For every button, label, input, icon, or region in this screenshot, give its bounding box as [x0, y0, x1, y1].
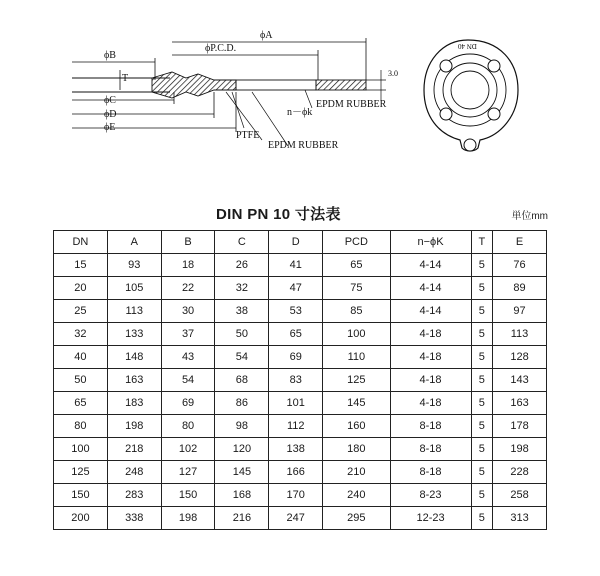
table-cell: 53	[269, 300, 323, 323]
table-cell: 5	[471, 392, 493, 415]
table-cell: 18	[161, 254, 215, 277]
table-cell: 32	[215, 277, 269, 300]
table-cell: 198	[161, 507, 215, 530]
table-cell: 4-18	[390, 392, 471, 415]
table-cell: 80	[54, 415, 108, 438]
table-row	[54, 392, 547, 415]
table-row	[54, 484, 547, 507]
table-cell: 112	[269, 415, 323, 438]
table-cell: 125	[323, 369, 390, 392]
table-cell: 100	[323, 323, 390, 346]
table-cell: 240	[323, 484, 390, 507]
table-cell: 5	[471, 346, 493, 369]
table-cell: 5	[471, 323, 493, 346]
table-row	[54, 415, 547, 438]
table-cell: 54	[161, 369, 215, 392]
table-cell: 8-23	[390, 484, 471, 507]
table-cell: 198	[107, 415, 161, 438]
table-cell: 4-14	[390, 300, 471, 323]
table-cell: 5	[471, 300, 493, 323]
col-header-d: D	[269, 231, 323, 254]
dim-t-label: T	[122, 73, 129, 84]
col-header-e: E	[493, 231, 547, 254]
table-cell: 100	[54, 438, 108, 461]
table-cell: 75	[323, 277, 390, 300]
col-header-dn: DN	[54, 231, 108, 254]
table-cell: 160	[323, 415, 390, 438]
unit-label: 単位mm	[511, 211, 548, 222]
table-cell: 65	[269, 323, 323, 346]
table-cell: 4-14	[390, 277, 471, 300]
table-cell: 50	[215, 323, 269, 346]
table-cell: 4-14	[390, 254, 471, 277]
table-cell: 128	[493, 346, 547, 369]
table-cell: 5	[471, 484, 493, 507]
table-cell: 83	[269, 369, 323, 392]
table-cell: 218	[107, 438, 161, 461]
epdm-rubber-outer-label: EPDM RUBBER	[316, 99, 387, 110]
table-cell: 295	[323, 507, 390, 530]
table-cell: 4-18	[390, 346, 471, 369]
table-cell: 5	[471, 415, 493, 438]
table-cell: 163	[107, 369, 161, 392]
front-view	[424, 40, 518, 151]
table-cell: 113	[493, 323, 547, 346]
col-header-a: A	[107, 231, 161, 254]
table-cell: 170	[269, 484, 323, 507]
table-cell: 30	[161, 300, 215, 323]
table-cell: 5	[471, 369, 493, 392]
table-cell: 8-18	[390, 438, 471, 461]
col-header-c: C	[215, 231, 269, 254]
front-view-dn-label: DN 40	[458, 42, 477, 50]
technical-drawing	[0, 0, 600, 190]
table-cell: 5	[471, 254, 493, 277]
table-cell: 76	[493, 254, 547, 277]
table-cell: 4-18	[390, 369, 471, 392]
table-cell: 163	[493, 392, 547, 415]
dim-a-label: ϕA	[260, 30, 273, 41]
table-cell: 120	[215, 438, 269, 461]
table-cell: 65	[323, 254, 390, 277]
table-cell: 210	[323, 461, 390, 484]
table-cell: 50	[54, 369, 108, 392]
table-row	[54, 461, 547, 484]
table-cell: 93	[107, 254, 161, 277]
col-header-nk: n−ϕK	[390, 231, 471, 254]
table-cell: 113	[107, 300, 161, 323]
table-cell: 166	[269, 461, 323, 484]
table-cell: 8-18	[390, 415, 471, 438]
table-cell: 69	[269, 346, 323, 369]
table-cell: 313	[493, 507, 547, 530]
table-cell: 5	[471, 461, 493, 484]
table-cell: 97	[493, 300, 547, 323]
table-cell: 47	[269, 277, 323, 300]
table-cell: 150	[161, 484, 215, 507]
table-cell: 41	[269, 254, 323, 277]
table-row	[54, 507, 547, 530]
table-row	[54, 369, 547, 392]
table-cell: 85	[323, 300, 390, 323]
section-drawing	[0, 0, 600, 190]
table-cell: 133	[107, 323, 161, 346]
table-cell: 110	[323, 346, 390, 369]
table-title-row	[0, 203, 600, 225]
table-body	[54, 254, 547, 530]
table-cell: 86	[215, 392, 269, 415]
table-cell: 89	[493, 277, 547, 300]
table-cell: 125	[54, 461, 108, 484]
table-cell: 80	[161, 415, 215, 438]
nk-label: n－ϕk	[287, 107, 313, 118]
table-cell: 68	[215, 369, 269, 392]
table-cell: 38	[215, 300, 269, 323]
table-cell: 248	[107, 461, 161, 484]
ptfe-label: PTFE	[236, 130, 260, 141]
table-cell: 8-18	[390, 461, 471, 484]
table-cell: 101	[269, 392, 323, 415]
table-cell: 145	[215, 461, 269, 484]
table-cell: 5	[471, 277, 493, 300]
table-cell: 180	[323, 438, 390, 461]
table-cell: 15	[54, 254, 108, 277]
table-cell: 198	[493, 438, 547, 461]
col-header-t: T	[471, 231, 493, 254]
table-cell: 69	[161, 392, 215, 415]
table-cell: 258	[493, 484, 547, 507]
table-cell: 127	[161, 461, 215, 484]
table-cell: 145	[323, 392, 390, 415]
dim-e-label: ϕE	[104, 122, 116, 133]
table-cell: 12-23	[390, 507, 471, 530]
table-cell: 43	[161, 346, 215, 369]
table-cell: 20	[54, 277, 108, 300]
table-cell: 54	[215, 346, 269, 369]
table-cell: 283	[107, 484, 161, 507]
table-cell: 338	[107, 507, 161, 530]
table-cell: 183	[107, 392, 161, 415]
table-header-row	[54, 231, 547, 254]
table-cell: 40	[54, 346, 108, 369]
table-cell: 26	[215, 254, 269, 277]
table-row	[54, 438, 547, 461]
table-cell: 216	[215, 507, 269, 530]
table-row	[54, 277, 547, 300]
table-row	[54, 300, 547, 323]
table-cell: 102	[161, 438, 215, 461]
table-cell: 98	[215, 415, 269, 438]
table-cell: 65	[54, 392, 108, 415]
table-cell: 4-18	[390, 323, 471, 346]
table-row	[54, 323, 547, 346]
table-title: DIN PN 10 寸法表	[216, 206, 341, 223]
table-row	[54, 346, 547, 369]
table-cell: 37	[161, 323, 215, 346]
dim-d-label: ϕD	[104, 109, 117, 120]
dim-pcd-label: ϕP.C.D.	[205, 43, 237, 54]
table-cell: 168	[215, 484, 269, 507]
table-cell: 247	[269, 507, 323, 530]
table-cell: 22	[161, 277, 215, 300]
dim-c-label: ϕC	[104, 95, 116, 106]
col-header-pcd: PCD	[323, 231, 390, 254]
epdm-rubber-inner-label: EPDM RUBBER	[268, 140, 339, 151]
table-row	[54, 254, 547, 277]
table-cell: 148	[107, 346, 161, 369]
table-cell: 178	[493, 415, 547, 438]
table-cell: 5	[471, 438, 493, 461]
table-cell: 5	[471, 507, 493, 530]
table-cell: 138	[269, 438, 323, 461]
col-header-b: B	[161, 231, 215, 254]
table-cell: 105	[107, 277, 161, 300]
table-cell: 32	[54, 323, 108, 346]
table-cell: 228	[493, 461, 547, 484]
table-cell: 25	[54, 300, 108, 323]
table-cell: 150	[54, 484, 108, 507]
thickness-label: 3.0	[388, 69, 398, 78]
table-cell: 200	[54, 507, 108, 530]
table-cell: 143	[493, 369, 547, 392]
dimension-table	[53, 230, 547, 530]
dim-b-label: ϕB	[104, 50, 116, 61]
